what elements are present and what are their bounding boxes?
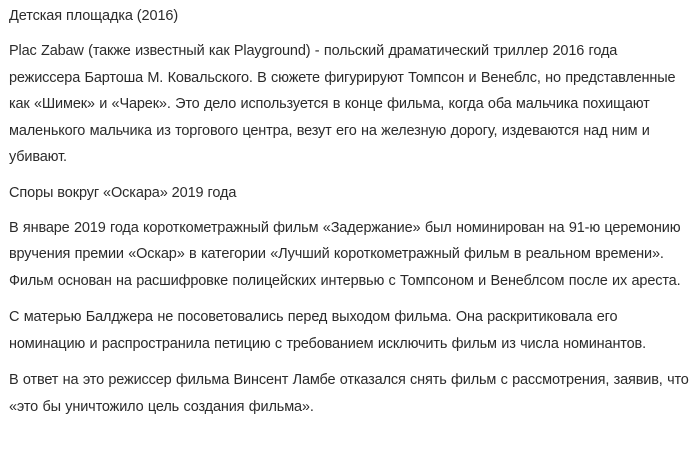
paragraph: В ответ на это режиссер фильма Винсент Ламбе отказался снять фильм с рассмотрения, заявив, что «это бы уничтожило цель создания фильма». (9, 372, 689, 415)
section-heading: Детская площадка (2016) (9, 8, 179, 24)
section-playground (9, 4, 690, 171)
section-oscar-controversy (9, 181, 690, 421)
paragraph: С матерью Балджера не посоветовались перед выходом фильма. Она раскритиковала его номинацию и распространила петицию с требованием исключить фильм из числа номинантов. (9, 309, 646, 352)
paragraph: Plac Zabaw (также известный как Playground) - польский драматический триллер 2016 года режиссера Бартоша М. Ковальского. В сюжете фигурируют Томпсон и Венеблс, но представленные как «Шимек» и «Чарек». Это дело используется в конце фильма, когда оба мальчика похищают маленького мальчика из торгового центра, везут его на железную дорогу, издеваются над ним и убивают. (9, 43, 676, 165)
section-heading: Споры вокруг «Оскара» 2019 года (9, 184, 237, 201)
paragraph: В январе 2019 года короткометражный фильм «Задержание» был номинирован на 91-ю церемонию вручения премии «Оскар» в категории «Лучший короткометражный фильм в реальном времени». Фильм основан на расшифровке полицейских интервью с Томпсоном и Венеблсом после их ареста. (9, 219, 681, 289)
